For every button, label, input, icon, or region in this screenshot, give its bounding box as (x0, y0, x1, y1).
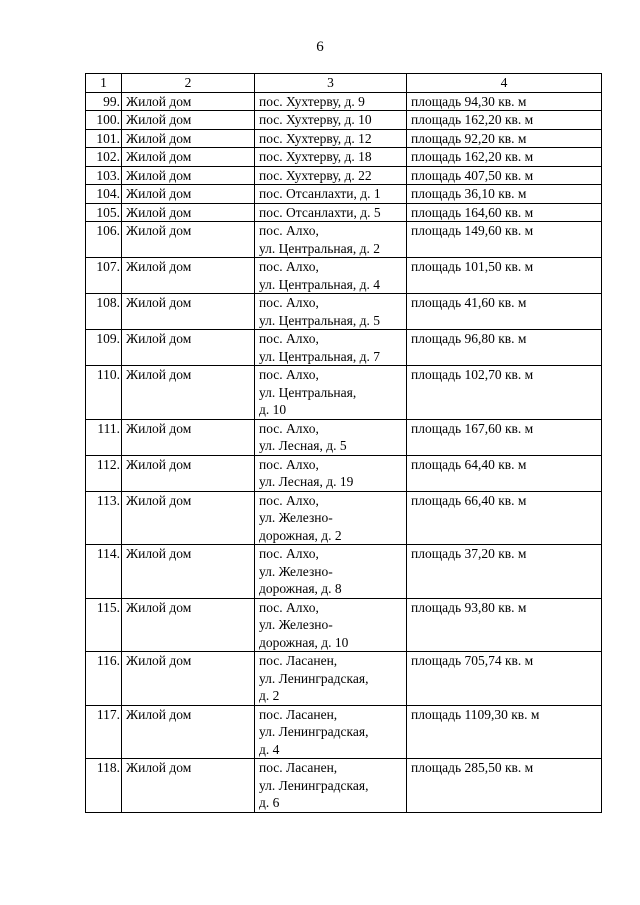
area-cell: площадь 36,10 кв. м (407, 185, 602, 204)
address-line: пос. Алхо, (259, 223, 319, 238)
row-number: 108. (86, 294, 122, 330)
area-cell: площадь 66,40 кв. м (407, 491, 602, 545)
address-line: ул. Лесная, д. 5 (259, 438, 347, 453)
row-number: 115. (86, 598, 122, 652)
area-cell: площадь 285,50 кв. м (407, 759, 602, 813)
address-line: пос. Ласанен, (259, 706, 338, 722)
address-line: пос. Алхо, (259, 295, 319, 310)
row-number: 118. (86, 759, 122, 813)
address-line: д. 6 (259, 795, 280, 810)
table-row (86, 148, 602, 167)
address-line: ул. Железно- (259, 510, 333, 525)
address-cell (255, 92, 407, 111)
row-number: 116. (86, 652, 122, 706)
row-number: 104. (86, 185, 122, 204)
area-cell: площадь 37,20 кв. м (407, 545, 602, 599)
address-cell (255, 129, 407, 148)
object-type: Жилой дом (122, 294, 255, 330)
row-number: 111. (86, 419, 122, 455)
object-type: Жилой дом (122, 545, 255, 599)
address-line: пос. Хухтерву, д. 18 (259, 149, 372, 164)
address-line: ул. Железно- (259, 563, 333, 579)
address-line: д. 4 (259, 741, 280, 757)
address-line: пос. Алхо, (259, 492, 319, 508)
address-line: ул. Центральная, д. 4 (259, 276, 380, 292)
address-line: ул. Центральная, д. 5 (259, 312, 380, 328)
object-type: Жилой дом (122, 166, 255, 185)
row-number: 110. (86, 366, 122, 420)
address-line: ул. Центральная, д. 7 (259, 348, 380, 364)
row-number: 113. (86, 491, 122, 545)
table-row (86, 455, 602, 491)
row-number: 106. (86, 222, 122, 258)
address-cell (255, 166, 407, 185)
row-number: 103. (86, 166, 122, 185)
address-line: дорожная, д. 8 (259, 581, 342, 596)
address-cell (255, 652, 407, 706)
row-number: 101. (86, 129, 122, 148)
address-cell (255, 759, 407, 813)
object-type: Жилой дом (122, 419, 255, 455)
area-cell: площадь 162,20 кв. м (407, 111, 602, 130)
address-cell (255, 258, 407, 294)
row-number: 107. (86, 258, 122, 294)
table-row (86, 419, 602, 455)
table-row (86, 330, 602, 366)
address-cell (255, 419, 407, 455)
address-cell (255, 111, 407, 130)
address-line: пос. Хухтерву, д. 9 (259, 93, 365, 109)
object-type: Жилой дом (122, 330, 255, 366)
address-cell (255, 455, 407, 491)
row-number: 105. (86, 203, 122, 222)
area-cell: площадь 162,20 кв. м (407, 148, 602, 167)
address-line: пос. Алхо, (259, 420, 319, 436)
area-cell: площадь 167,60 кв. м (407, 419, 602, 455)
area-cell: площадь 94,30 кв. м (407, 92, 602, 111)
address-line: дорожная, д. 2 (259, 527, 342, 543)
address-line: пос. Хухтерву, д. 10 (259, 112, 372, 127)
address-line: пос. Хухтерву, д. 12 (259, 130, 372, 146)
address-line: пос. Алхо, (259, 456, 319, 472)
row-number: 109. (86, 330, 122, 366)
row-number: 99. (86, 92, 122, 111)
object-type: Жилой дом (122, 258, 255, 294)
table-row (86, 705, 602, 759)
object-type: Жилой дом (122, 148, 255, 167)
area-cell: площадь 407,50 кв. м (407, 166, 602, 185)
object-type: Жилой дом (122, 222, 255, 258)
table-row (86, 598, 602, 652)
table-row (86, 185, 602, 204)
address-line: пос. Алхо, (259, 546, 319, 561)
header-row (86, 74, 602, 93)
address-cell (255, 185, 407, 204)
table-row (86, 294, 602, 330)
object-type: Жилой дом (122, 111, 255, 130)
object-type: Жилой дом (122, 92, 255, 111)
row-number: 102. (86, 148, 122, 167)
object-type: Жилой дом (122, 185, 255, 204)
page-number: 6 (316, 39, 324, 55)
address-line: ул. Ленинградская, (259, 777, 369, 793)
address-cell (255, 148, 407, 167)
address-cell (255, 366, 407, 420)
address-line: пос. Ласанен, (259, 760, 338, 775)
address-line: ул. Ленинградская, (259, 670, 369, 686)
address-line: пос. Алхо, (259, 331, 319, 346)
object-type: Жилой дом (122, 455, 255, 491)
area-cell: площадь 1109,30 кв. м (407, 705, 602, 759)
address-cell (255, 598, 407, 652)
table-row (86, 366, 602, 420)
object-type: Жилой дом (122, 705, 255, 759)
table-row (86, 129, 602, 148)
address-line: пос. Алхо, (259, 259, 319, 274)
area-cell: площадь 64,40 кв. м (407, 455, 602, 491)
address-cell (255, 491, 407, 545)
column-header-2: 2 (122, 74, 255, 93)
address-line: дорожная, д. 10 (259, 634, 349, 650)
area-cell: площадь 93,80 кв. м (407, 598, 602, 652)
area-cell: площадь 164,60 кв. м (407, 203, 602, 222)
area-cell: площадь 96,80 кв. м (407, 330, 602, 366)
object-type: Жилой дом (122, 598, 255, 652)
address-cell (255, 330, 407, 366)
row-number: 117. (86, 705, 122, 759)
address-cell (255, 294, 407, 330)
area-cell: площадь 41,60 кв. м (407, 294, 602, 330)
object-type: Жилой дом (122, 491, 255, 545)
table-row (86, 759, 602, 813)
object-type: Жилой дом (122, 203, 255, 222)
column-header-4: 4 (407, 74, 602, 93)
table-row (86, 545, 602, 599)
address-line: д. 10 (259, 402, 287, 417)
address-line: д. 2 (259, 688, 280, 703)
object-type: Жилой дом (122, 129, 255, 148)
object-type: Жилой дом (122, 652, 255, 706)
address-cell (255, 222, 407, 258)
address-cell (255, 705, 407, 759)
area-cell: площадь 705,74 кв. м (407, 652, 602, 706)
address-line: ул. Центральная, (259, 384, 357, 400)
address-cell (255, 203, 407, 222)
column-header-1: 1 (86, 74, 122, 93)
table-row (86, 166, 602, 185)
area-cell: площадь 92,20 кв. м (407, 129, 602, 148)
table-row (86, 222, 602, 258)
area-cell: площадь 102,70 кв. м (407, 366, 602, 420)
table-body (86, 92, 602, 812)
address-line: ул. Железно- (259, 617, 333, 632)
table-row (86, 491, 602, 545)
table-row (86, 203, 602, 222)
table-row (86, 258, 602, 294)
table-row (86, 111, 602, 130)
address-line: ул. Центральная, д. 2 (259, 240, 380, 256)
area-cell: площадь 101,50 кв. м (407, 258, 602, 294)
row-number: 114. (86, 545, 122, 599)
address-line: пос. Отсанлахти, д. 1 (259, 186, 381, 201)
column-header-3: 3 (255, 74, 407, 93)
address-line: пос. Алхо, (259, 599, 319, 615)
address-line: пос. Отсанлахти, д. 5 (259, 204, 381, 220)
row-number: 100. (86, 111, 122, 130)
table-row (86, 92, 602, 111)
address-cell (255, 545, 407, 599)
object-type: Жилой дом (122, 759, 255, 813)
address-line: ул. Лесная, д. 19 (259, 474, 354, 489)
address-line: пос. Алхо, (259, 367, 319, 382)
property-table (85, 73, 602, 813)
address-line: ул. Ленинградская, (259, 724, 369, 739)
address-line: пос. Хухтерву, д. 22 (259, 167, 372, 183)
object-type: Жилой дом (122, 366, 255, 420)
row-number: 112. (86, 455, 122, 491)
address-line: пос. Ласанен, (259, 653, 338, 668)
table-row (86, 652, 602, 706)
area-cell: площадь 149,60 кв. м (407, 222, 602, 258)
